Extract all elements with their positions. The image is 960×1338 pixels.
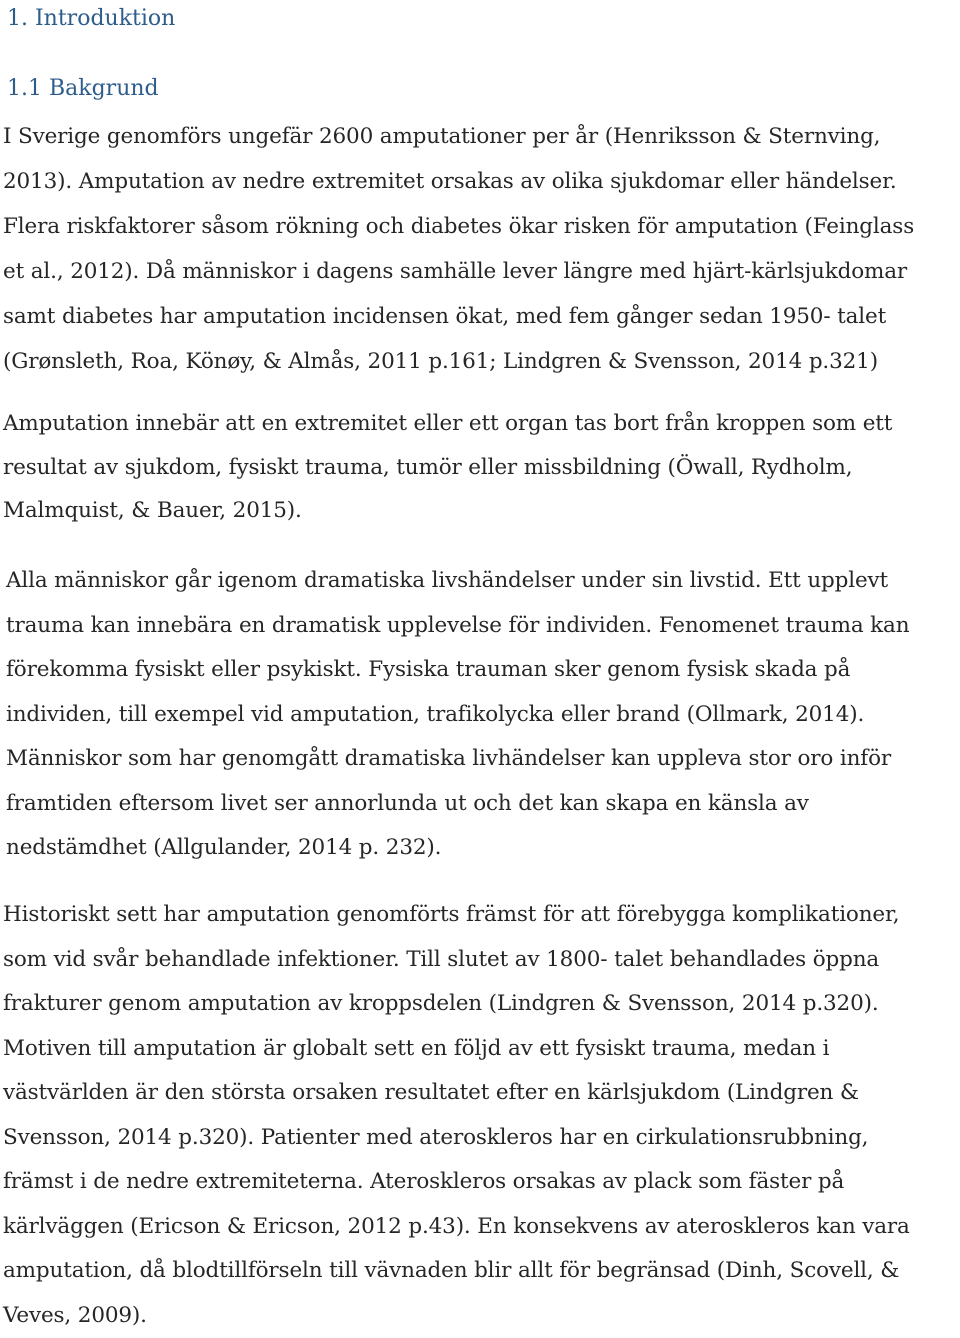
text-line: Flera riskfaktorer såsom rökning och diabetes ökar risken för amputation (Feinglass [3,204,914,249]
text-line: Historiskt sett har amputation genomförts främst för att förebygga komplikationer, [3,893,910,938]
text-line: resultat av sjukdom, fysiskt trauma, tumör eller missbildning (Öwall, Rydholm, [3,446,892,490]
text-line: Alla människor går igenom dramatiska livshändelser under sin livstid. Ett upplevt [6,559,909,604]
text-line: et al., 2012). Då människor i dagens samhälle lever längre med hjärt-kärlsjukdomar [3,249,914,294]
text-line: trauma kan innebära en dramatisk upplevelse för individen. Fenomenet trauma kan [6,604,909,649]
text-line: I Sverige genomförs ungefär 2600 amputationer per år (Henriksson & Sternving, [3,114,914,159]
text-line: främst i de nedre extremiteterna. Ateroskleros orsakas av plack som fäster på [3,1160,910,1205]
text-line: (Grønsleth, Roa, Könøy, & Almås, 2011 p.161; Lindgren & Svensson, 2014 p.321) [3,339,914,384]
heading-introduktion: 1. Introduktion [7,4,175,34]
text-line: 2013). Amputation av nedre extremitet orsakas av olika sjukdomar eller händelser. [3,159,914,204]
paragraph-1 [3,114,914,384]
text-line: som vid svår behandlade infektioner. Till slutet av 1800- talet behandlades öppna [3,938,910,983]
text-line: frakturer genom amputation av kroppsdelen (Lindgren & Svensson, 2014 p.320). [3,982,910,1027]
text-line: framtiden eftersom livet ser annorlunda ut och det kan skapa en känsla av [6,782,909,827]
text-line: västvärlden är den största orsaken resultatet efter en kärlsjukdom (Lindgren & [3,1071,910,1116]
paragraph-4 [3,893,910,1338]
heading-bakgrund: 1.1 Bakgrund [7,74,159,104]
text-line: amputation, då blodtillförseln till vävnaden blir allt för begränsad (Dinh, Scovell, & [3,1249,910,1294]
text-line: förekomma fysiskt eller psykiskt. Fysiska trauman sker genom fysisk skada på [6,648,909,693]
text-line: samt diabetes har amputation incidensen ökat, med fem gånger sedan 1950- talet [3,294,914,339]
text-line: Människor som har genomgått dramatiska livhändelser kan uppleva stor oro inför [6,737,909,782]
text-line: Svensson, 2014 p.320). Patienter med ateroskleros har en cirkulationsrubbning, [3,1116,910,1161]
text-line: individen, till exempel vid amputation, trafikolycka eller brand (Ollmark, 2014). [6,693,909,738]
text-line: kärlväggen (Ericson & Ericson, 2012 p.43). En konsekvens av ateroskleros kan vara [3,1205,910,1250]
paragraph-2 [3,402,892,533]
text-line: Malmquist, & Bauer, 2015). [3,489,892,533]
text-line: Veves, 2009). [3,1294,910,1338]
text-line: Amputation innebär att en extremitet eller ett organ tas bort från kroppen som ett [3,402,892,446]
text-line: Motiven till amputation är globalt sett en följd av ett fysiskt trauma, medan i [3,1027,910,1072]
paragraph-3 [6,559,909,871]
text-line: nedstämdhet (Allgulander, 2014 p. 232). [6,826,909,871]
